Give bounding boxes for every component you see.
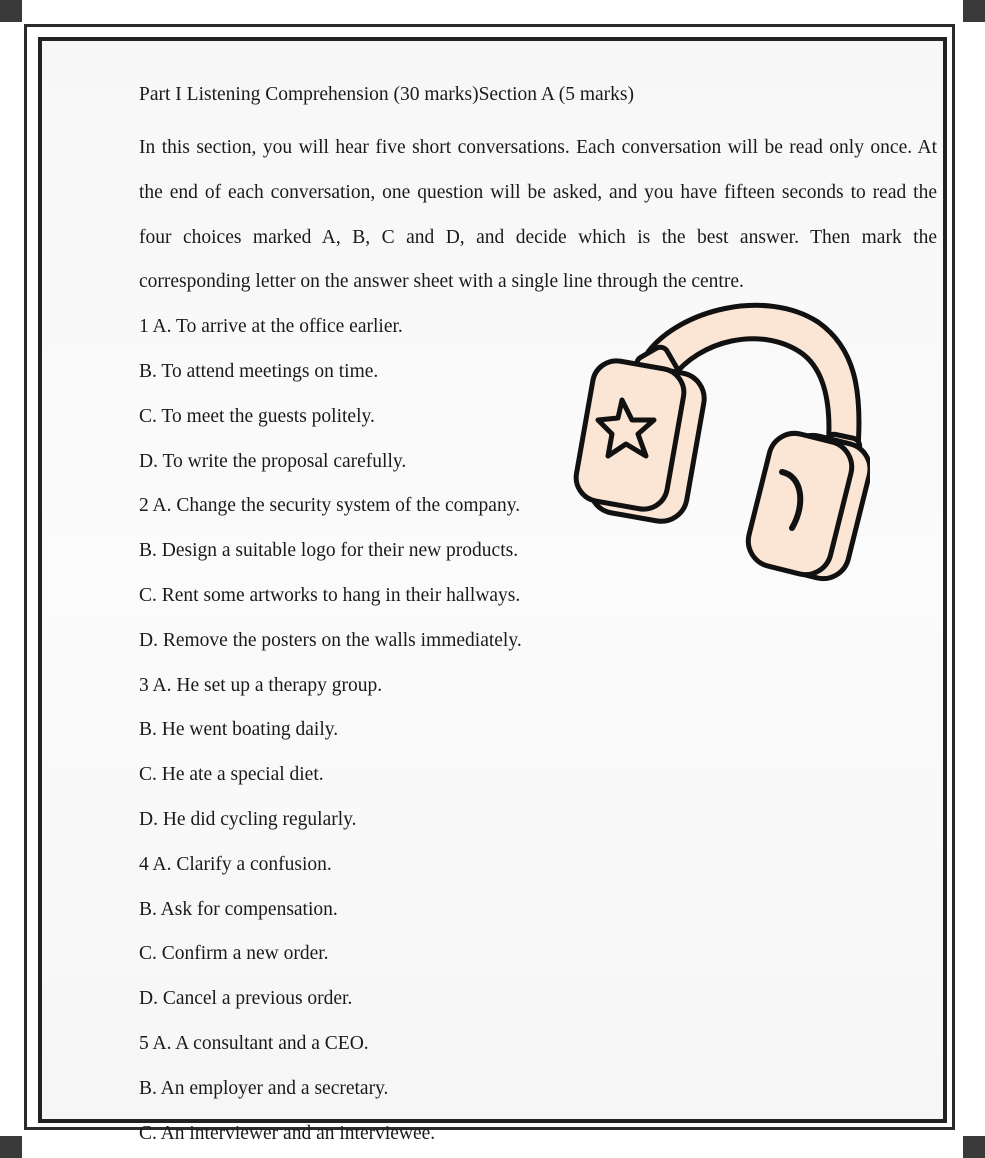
option-item: B. Ask for compensation. (139, 898, 338, 920)
page-content (139, 81, 937, 1156)
option-item: C. He ate a special diet. (139, 764, 324, 786)
option-item: D. Cancel a previous order. (139, 988, 353, 1010)
corner-mark-bottom-right (963, 1136, 985, 1158)
option-item: C. To meet the guests politely. (139, 405, 375, 427)
option-item: 1 A. To arrive at the office earlier. (139, 316, 403, 338)
option-item: D. To write the proposal carefully. (139, 450, 407, 472)
option-item: B. He went boating daily. (139, 719, 339, 741)
option-item: 4 A. Clarify a confusion. (139, 853, 332, 875)
option-item: C. Rent some artworks to hang in their hallways. (139, 584, 521, 606)
instructions-paragraph: In this section, you will hear five short conversations. Each conversation will be read only once. At the end of each conversation, one question will be asked, and you have fifteen seconds to read the four choices marked A, B, C and D, and decide which is the best answer. Then mark the corresponding letter on the answer sheet with a single line through the centre. (139, 137, 937, 293)
section-title: Part I Listening Comprehension (30 marks)Section A (5 marks) (139, 84, 635, 105)
corner-mark-top-left (0, 0, 22, 22)
headphones-icon (570, 290, 870, 590)
option-item: B. An employer and a secretary. (139, 1077, 389, 1099)
option-item: C. Confirm a new order. (139, 943, 329, 965)
corner-mark-top-right (963, 0, 985, 22)
corner-mark-bottom-left (0, 1136, 22, 1158)
option-item: 5 A. A consultant and a CEO. (139, 1032, 369, 1054)
option-item: D. He did cycling regularly. (139, 808, 357, 830)
option-item: D. Remove the posters on the walls immediately. (139, 629, 522, 651)
option-item: B. Design a suitable logo for their new products. (139, 540, 519, 562)
option-item: B. To attend meetings on time. (139, 360, 379, 382)
option-item: C. An interviewer and an interviewee. (139, 1122, 436, 1144)
option-item: 3 A. He set up a therapy group. (139, 674, 383, 696)
option-item: 2 A. Change the security system of the company. (139, 495, 521, 517)
